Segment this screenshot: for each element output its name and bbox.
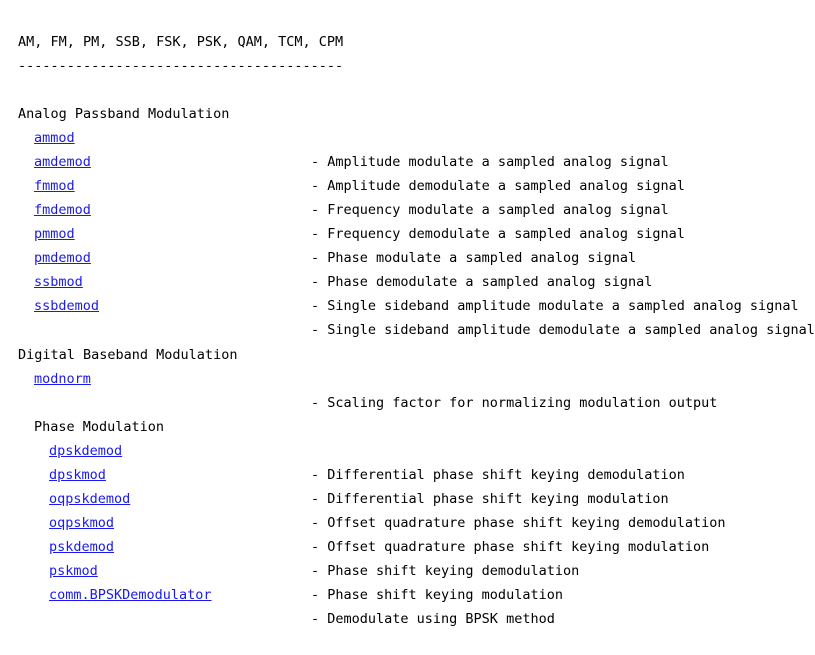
function-description: - Phase demodulate a sampled analog signal — [311, 274, 653, 290]
function-description: - Frequency demodulate a sampled analog signal — [311, 226, 685, 242]
function-description: - Demodulate using BPSK method — [311, 611, 555, 627]
function-link-ammod[interactable]: ammod — [34, 130, 75, 146]
function-link-ssbdemod[interactable]: ssbdemod — [34, 298, 100, 314]
function-description: - Offset quadrature phase shift keying demodulation — [311, 515, 726, 531]
function-description: - Offset quadrature phase shift keying modulation — [311, 539, 710, 555]
function-description: - Phase shift keying demodulation — [311, 563, 580, 579]
header-rule: ---------------------------------------- — [18, 58, 344, 74]
section-heading-digital: Digital Baseband Modulation — [18, 347, 238, 363]
section-heading-line — [0, 319, 238, 363]
function-description: - Phase modulate a sampled analog signal — [311, 250, 637, 266]
subsection-heading-line — [0, 391, 165, 435]
function-link-oqpskdemod[interactable]: oqpskdemod — [49, 491, 131, 507]
section-heading-line — [0, 78, 230, 122]
function-description: - Frequency modulate a sampled analog signal — [311, 202, 669, 218]
function-link-comm-bpskdemodulator[interactable]: comm.BPSKDemodulator — [49, 587, 212, 603]
function-description: - Amplitude demodulate a sampled analog signal — [311, 178, 685, 194]
function-description: - Scaling factor for normalizing modulation output — [311, 395, 718, 411]
function-description: - Single sideband amplitude demodulate a sampled analog signal — [311, 322, 815, 338]
function-link-fmmod[interactable]: fmmod — [34, 178, 75, 194]
function-link-amdemod[interactable]: amdemod — [34, 154, 91, 170]
function-link-dpskmod[interactable]: dpskmod — [49, 467, 106, 483]
function-description: - Single sideband amplitude modulate a sampled analog signal — [311, 298, 799, 314]
function-link-ssbmod[interactable]: ssbmod — [34, 274, 83, 290]
function-description: - Amplitude modulate a sampled analog signal — [311, 154, 669, 170]
function-link-pmmod[interactable]: pmmod — [34, 226, 75, 242]
function-link-pskmod[interactable]: pskmod — [49, 563, 98, 579]
function-link-pmdemod[interactable]: pmdemod — [34, 250, 91, 266]
function-link-dpskdemod[interactable]: dpskdemod — [49, 443, 123, 459]
function-link-fmdemod[interactable]: fmdemod — [34, 202, 91, 218]
function-link-oqpskmod[interactable]: oqpskmod — [49, 515, 115, 531]
function-description: - Differential phase shift keying modulation — [311, 491, 669, 507]
page-title: AM, FM, PM, SSB, FSK, PSK, QAM, TCM, CPM — [18, 34, 344, 50]
header-line — [0, 6, 344, 50]
subsection-heading-phase: Phase Modulation — [34, 419, 165, 435]
function-description: - Differential phase shift keying demodulation — [311, 467, 685, 483]
function-link-pskdemod[interactable]: pskdemod — [49, 539, 115, 555]
function-description: - Phase shift keying modulation — [311, 587, 563, 603]
function-link-modnorm[interactable]: modnorm — [34, 371, 91, 387]
section-heading-analog: Analog Passband Modulation — [18, 106, 230, 122]
